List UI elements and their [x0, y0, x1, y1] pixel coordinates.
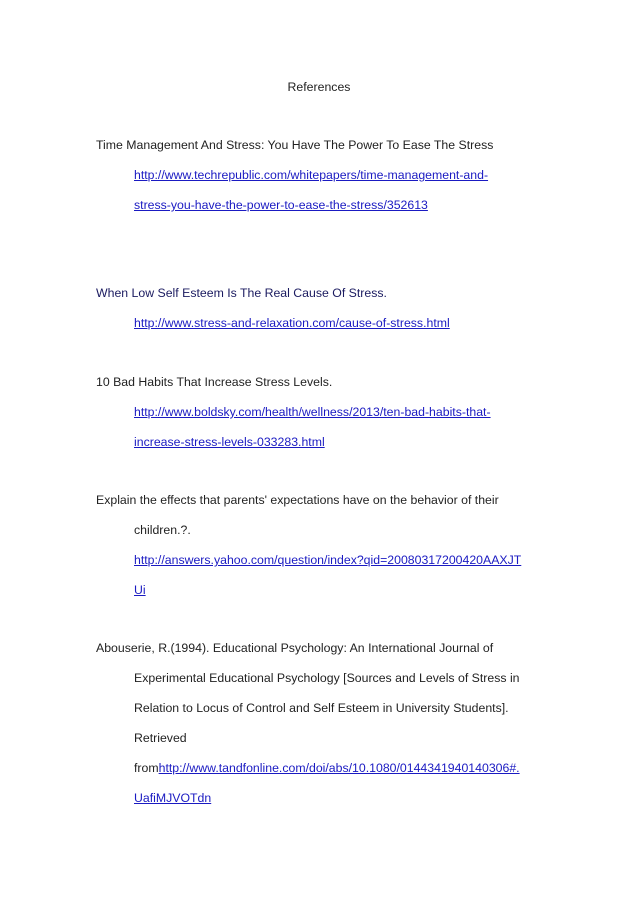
reference-5-link-line-2[interactable]: UafiMJVOTdn [134, 791, 212, 805]
reference-2-link[interactable]: http://www.stress-and-relaxation.com/cause-of-stress.html [134, 316, 450, 330]
reference-5-author: Abouserie, R.(1994). [96, 641, 210, 655]
reference-4-title: Explain the effects that parents' expectations have on the behavior of their [96, 493, 499, 507]
reference-5-title-line-2: Experimental Educational Psychology [Sources and Levels of Stress in [134, 671, 520, 685]
reference-5-from-label: from [134, 761, 159, 775]
reference-5-title-line-4: Retrieved [134, 731, 187, 745]
reference-3-title: 10 Bad Habits That Increase Stress Levels. [96, 375, 333, 389]
reference-5-link-line-1[interactable]: http://www.tandfonline.com/doi/abs/10.1080/0144341940140306#. [158, 761, 520, 775]
reference-1-link-line-1[interactable]: http://www.techrepublic.com/whitepapers/time-management-and- [134, 168, 489, 182]
reference-1-link-line-2[interactable]: stress-you-have-the-power-to-ease-the-stress/352613 [134, 198, 428, 212]
reference-5-link-line-1-wrap [134, 760, 520, 776]
reference-4-title-continued: children.?. [134, 523, 191, 537]
reference-3-link-line-2[interactable]: increase-stress-levels-033283.html [134, 435, 325, 449]
reference-2-title: When Low Self Esteem Is The Real Cause Of Stress. [96, 286, 387, 300]
reference-4-link-line-2[interactable]: Ui [134, 583, 146, 597]
reference-3-link-line-1[interactable]: http://www.boldsky.com/health/wellness/2013/ten-bad-habits-that- [134, 405, 491, 419]
reference-5-first-line [96, 640, 493, 656]
reference-4-link-line-1[interactable]: http://answers.yahoo.com/question/index?qid=20080317200420AAXJT [134, 553, 522, 567]
reference-5-title-line-3: Relation to Locus of Control and Self Esteem in University Students]. [134, 701, 509, 715]
reference-5-title-line-1: Educational Psychology: An International Journal of [212, 641, 494, 655]
reference-1-title: Time Management And Stress: You Have The Power To Ease The Stress [96, 138, 494, 152]
page-title: References [287, 80, 351, 94]
